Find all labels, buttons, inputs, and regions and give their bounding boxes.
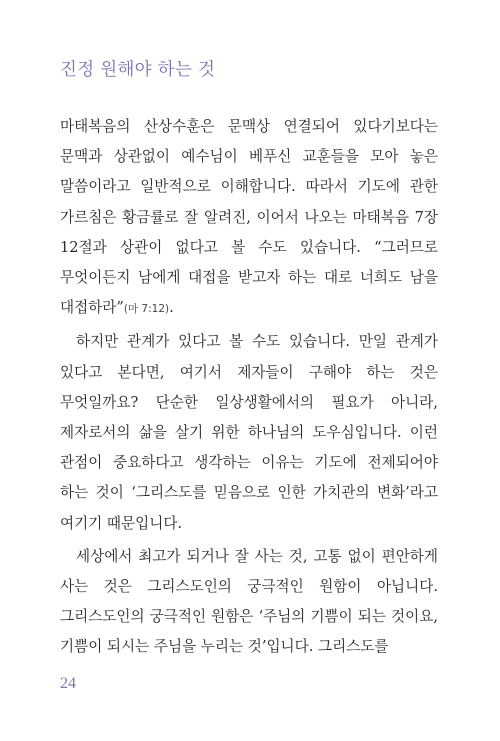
paragraph-2: 하지만 관계가 있다고 볼 수도 있습니다. 만일 관계가 있다고 본다면, 여기서 제자들이 구해야 하는 것은 무엇일까요? 단순한 일상생활에서의 필요가 아니라, 제자로서의 삶을 살기 위한 하나님의 도우심입니다. 이런 관점이 중요하다고 생각하는 이유는 기도에 전제되어야 하는 것이 ‘그리스도를 믿음으로 인한 가치관의 변화’라고 여기기 때문입니다.	[60, 333, 438, 532]
paragraph-1-text: 마태복음의 산상수훈은 문맥상 연결되어 있다기보다는 문맥과 상관없이 예수님이 베푸신 교훈들을 모아 놓은 말씀이라고 일반적으로 이해합니다. 따라서 기도에 관한 가르침은 황금률로 잘 알려진, 이어서 나오는 마태복음 7장 12절과 상관이 없다고 볼 수도 있습니다. “그러므로 무엇이든지 남에게 대접을 받고자 하는 대로 너희도 남을 대접하라”	[60, 118, 438, 317]
scripture-reference: (마 7:12)	[123, 303, 170, 316]
page-number: 24	[60, 675, 76, 692]
paragraph-3: 세상에서 최고가 되거나 잘 사는 것, 고통 없이 편안하게 사는 것은 그리스도인의 궁극적인 원함이 아닙니다. 그리스도인의 궁극적인 원함은 ‘주님의 기쁨이 되는 것이요, 기쁨이 되시는 주님을 누리는 것’입니다. 그리스도를	[60, 547, 438, 656]
paragraph-1	[60, 112, 438, 324]
paragraph-1-end: .	[169, 299, 174, 317]
body-text	[60, 112, 438, 663]
section-title: 진정 원해야 하는 것	[60, 60, 216, 80]
